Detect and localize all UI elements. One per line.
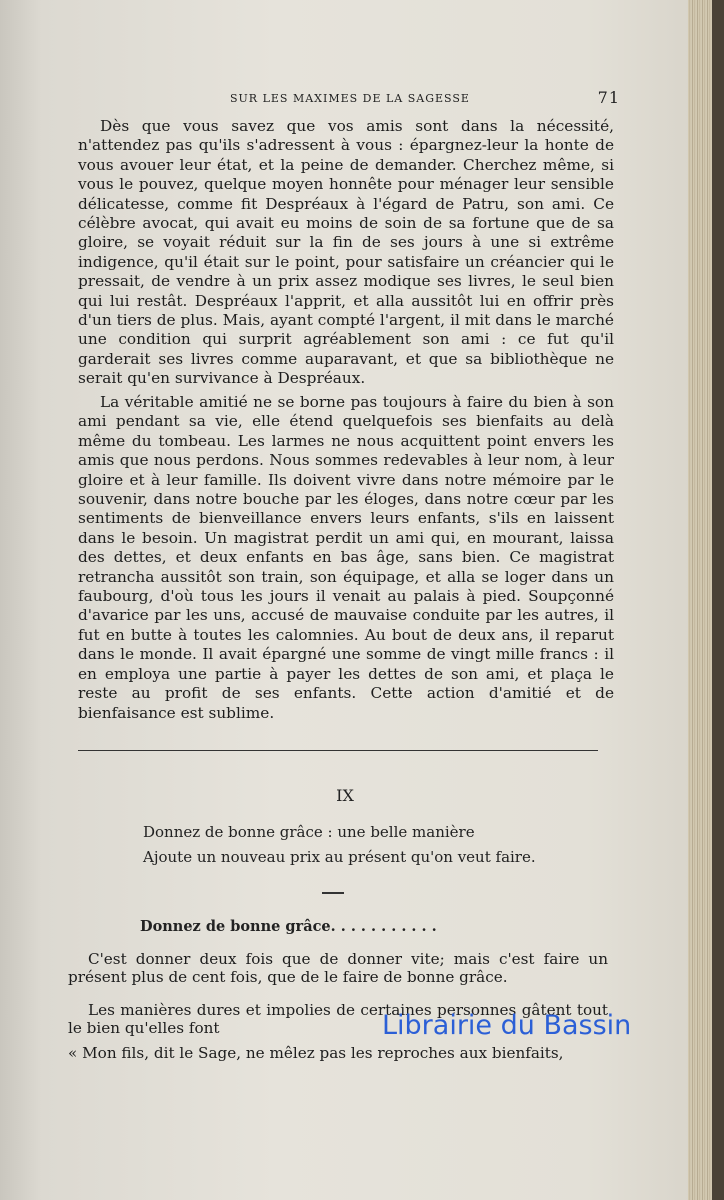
page-number: 71: [597, 88, 620, 107]
paragraph-mon-fils: « Mon fils, dit le Sage, ne mêlez pas les reproches aux bienfaits,: [68, 1044, 564, 1062]
page-header: [80, 88, 620, 110]
watermark: Librairie du Bassin: [382, 1010, 632, 1041]
paragraph-donner-vite: C'est donner deux fois que de donner vite; mais c'est faire un présent plus de cent fois, que de le faire de bonne grâce.: [68, 950, 608, 986]
paragraph-magistrat: La véritable amitié ne se borne pas toujours à faire du bien à son ami pendant sa vie, elle étend quelquefois ses bienfaits au delà même du tombeau. Les larmes ne nous acquittent point envers les amis que nous perdons. Nous sommes redevables à leur nom, à leur gloire et à leur famille. Ils doivent vivre dans notre mémoire par le souvenir, dans notre bouche par les éloges, dans notre cœur par les sentiments de bienveillance envers leurs enfants, s'ils en laissent dans le besoin. Un magistrat perdit un ami qui, en mourant, laissa des dettes, et deux enfants en bas âge, sans bien. Ce magistrat retrancha aussitôt son train, son équipage, et alla se loger dans un faubourg, d'où tous les jours il venait au palais à pied. Soupçonné d'avarice par les uns, accusé de mauvaise conduite par les autres, il fut en butte à toutes les calomnies. Au bout de deux ans, il reparut dans le monde. Il avait épargné une somme de vingt mille francs : il en employa une partie à payer les dettes de son ami, et plaça le reste au profit de ses enfants. Cette action d'amitié et de bienfaisance est sublime.: [78, 393, 614, 722]
paragraph-despreaux: Dès que vous savez que vos amis sont dans la nécessité, n'attendez pas qu'ils s'adressent à vous : épargnez-leur la honte de vous avouer leur état, et la peine de demander. Cherchez même, si vous le pouvez, quelque moyen honnête pour ménager leur sensible délicatesse, comme fit Despréaux à l'égard de Patru, son ami. Ce célèbre avocat, qui avait eu moins de soin de sa fortune que de sa gloire, se voyait réduit sur la fin de ses jours à une si extrême indigence, qu'il était sur le point, pour satisfaire un créancier qui le pressait, de vendre à un prix assez modique ses livres, le seul bien qui lui restât. Despréaux l'apprit, et alla aussitôt lui en offrir près d'un tiers de plus. Mais, ayant compté l'argent, il mit dans le marché une condition qui surprit agréablement son ami : ce fut qu'il garderait ses livres comme auparavant, et que sa bibliothèque ne serait qu'en survivance à Despréaux.: [78, 117, 614, 388]
section-subheading: Donnez de bonne grâce. . . . . . . . . . .: [140, 918, 437, 935]
verse-line-2: Ajoute un nouveau prix au présent qu'on veut faire.: [143, 848, 536, 866]
paragraph-manieres-dures: Les manières dures et impolies de certaines personnes gâtent tout le bien qu'elles font: [68, 1001, 608, 1037]
section-divider: [78, 750, 598, 751]
short-dash-divider: [322, 892, 344, 894]
section-number: IX: [336, 786, 354, 805]
verse-line-1: Donnez de bonne grâce : une belle manière: [143, 823, 475, 841]
book-cover-edge: [712, 0, 724, 1200]
running-title: SUR LES MAXIMES DE LA SAGESSE: [230, 92, 470, 105]
